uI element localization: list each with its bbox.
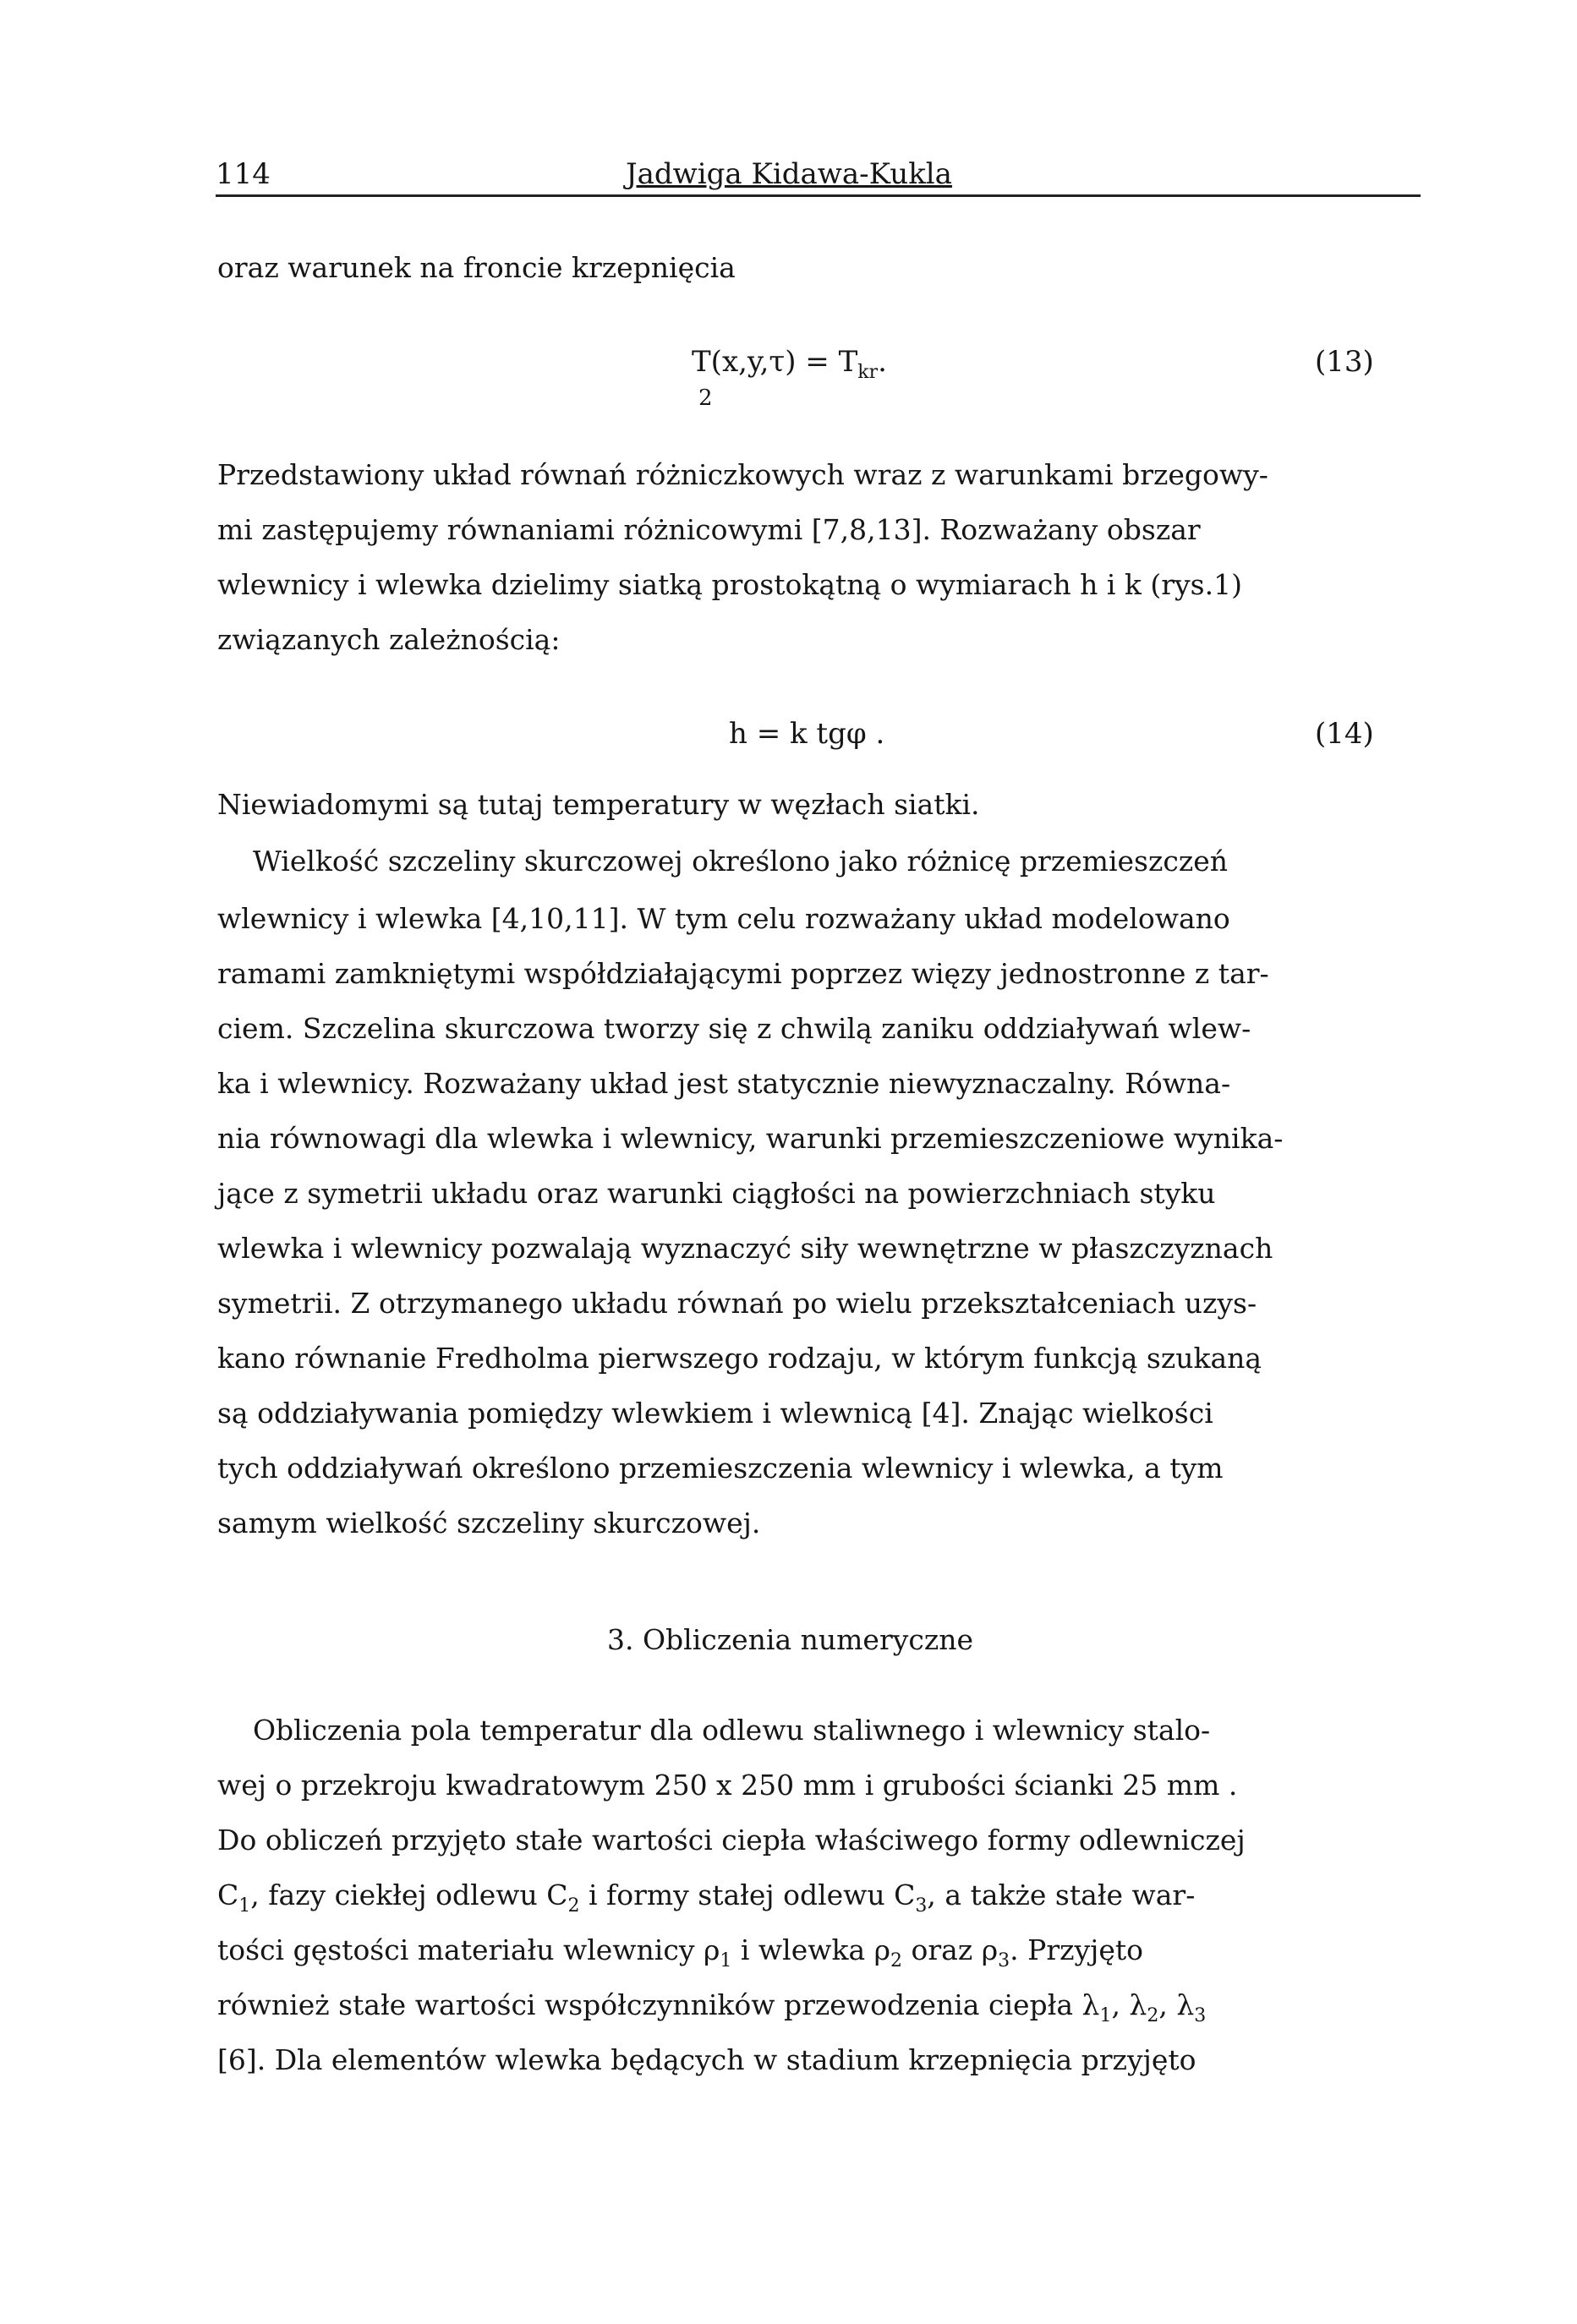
text-line: symetrii. Z otrzymanego układu równań po wielu przekształceniach uzys-: [217, 1287, 1257, 1320]
seg: , λ: [1111, 1988, 1147, 2021]
text-line: wlewka i wlewnicy pozwalają wyznaczyć siły wewnętrzne w płaszczyznach: [217, 1232, 1273, 1265]
equation-14: h = k tgφ .: [729, 717, 885, 751]
text-line: wej o przekroju kwadratowym 250 x 250 mm i grubości ścianki 25 mm .: [217, 1769, 1238, 1802]
text-line: [6]. Dla elementów wlewka będących w stadium krzepnięcia przyjęto: [217, 2043, 1196, 2076]
text-line: samym wielkość szczeliny skurczowej.: [217, 1506, 761, 1539]
subscript: 2: [1147, 2005, 1159, 2026]
equation-13-number: (13): [1315, 345, 1374, 379]
header-author: Jadwiga Kidawa-Kukla: [626, 157, 952, 191]
text-line-with-subscripts: [217, 1933, 1469, 1971]
text-line: ka i wlewnicy. Rozważany układ jest statycznie niewyznaczalny. Równa-: [217, 1067, 1231, 1100]
text-line: są oddziaływania pomiędzy wlewkiem i wlewnicą [4]. Znając wielkości: [217, 1397, 1213, 1430]
seg: , a także stałe war-: [927, 1878, 1196, 1911]
subscript: 3: [998, 1950, 1010, 1971]
seg: oraz ρ: [902, 1933, 999, 1966]
subscript: 3: [1194, 2005, 1207, 2026]
text-line: ramami zamkniętymi współdziałającymi poprzez więzy jednostronne z tar-: [217, 957, 1269, 990]
seg: . Przyjęto: [1010, 1933, 1144, 1966]
seg: i wlewka ρ: [731, 1933, 891, 1966]
subscript: 1: [720, 1950, 732, 1971]
text-line: tych oddziaływań określono przemieszczenia wlewnicy i wlewka, a tym: [217, 1452, 1224, 1485]
text-line: Obliczenia pola temperatur dla odlewu staliwnego i wlewnicy stalo-: [217, 1714, 1211, 1747]
subscript: 2: [567, 1895, 580, 1917]
text-line-with-subscripts: [217, 1988, 1469, 2026]
eq13-lhs-sub: 2: [698, 386, 713, 411]
seg: C: [217, 1878, 239, 1911]
text-line: nia równowagi dla wlewka i wlewnicy, warunki przemieszczeniowe wynika-: [217, 1122, 1284, 1155]
text-line-with-subscripts: [217, 1878, 1469, 1917]
subscript: 1: [1099, 2005, 1112, 2026]
seg: , λ: [1158, 1988, 1195, 2021]
eq13-end: .: [878, 345, 887, 379]
text-line: Do obliczeń przyjęto stałe wartości ciepła właściwego formy odlewniczej: [217, 1824, 1246, 1856]
text-line: związanych zależnością:: [217, 623, 561, 656]
text-line: kano równanie Fredholma pierwszego rodzaju, w którym funkcją szukaną: [217, 1342, 1262, 1375]
text-line: oraz warunek na froncie krzepnięcia: [217, 251, 736, 284]
seg: , fazy ciekłej odlewu C: [250, 1878, 568, 1911]
equation-13: [692, 345, 887, 383]
text-line: ciem. Szczelina skurczowa tworzy się z chwilą zaniku oddziaływań wlew-: [217, 1012, 1251, 1045]
eq13-rhs-sub: kr: [857, 362, 879, 383]
text-line: jące z symetrii układu oraz warunki ciągłości na powierzchniach styku: [217, 1177, 1216, 1210]
page-number: 114: [216, 157, 271, 191]
seg: i formy stałej odlewu C: [579, 1878, 916, 1911]
running-header: [216, 152, 1421, 197]
subscript: 3: [915, 1895, 928, 1917]
eq13-lhs: T(x,y,τ) = T: [692, 345, 858, 379]
equation-14-number: (14): [1315, 717, 1374, 751]
seg: tości gęstości materiału wlewnicy ρ: [217, 1933, 720, 1966]
text-line: Niewiadomymi są tutaj temperatury w węzłach siatki.: [217, 788, 980, 821]
seg: również stałe wartości współczynników przewodzenia ciepła λ: [217, 1988, 1100, 2021]
text-line: Wielkość szczeliny skurczowej określono jako różnicę przemieszczeń: [217, 845, 1229, 878]
section-heading: 3. Obliczenia numeryczne: [607, 1623, 974, 1656]
text-line: mi zastępujemy równaniami różnicowymi [7,8,13]. Rozważany obszar: [217, 513, 1201, 546]
subscript: 1: [238, 1895, 251, 1917]
text-line: Przedstawiony układ równań różniczkowych wraz z warunkami brzegowy-: [217, 458, 1268, 491]
subscript: 2: [890, 1950, 903, 1971]
text-line: wlewnicy i wlewka [4,10,11]. W tym celu rozważany układ modelowano: [217, 902, 1230, 935]
text-line: wlewnicy i wlewka dzielimy siatką prostokątną o wymiarach h i k (rys.1): [217, 568, 1242, 601]
